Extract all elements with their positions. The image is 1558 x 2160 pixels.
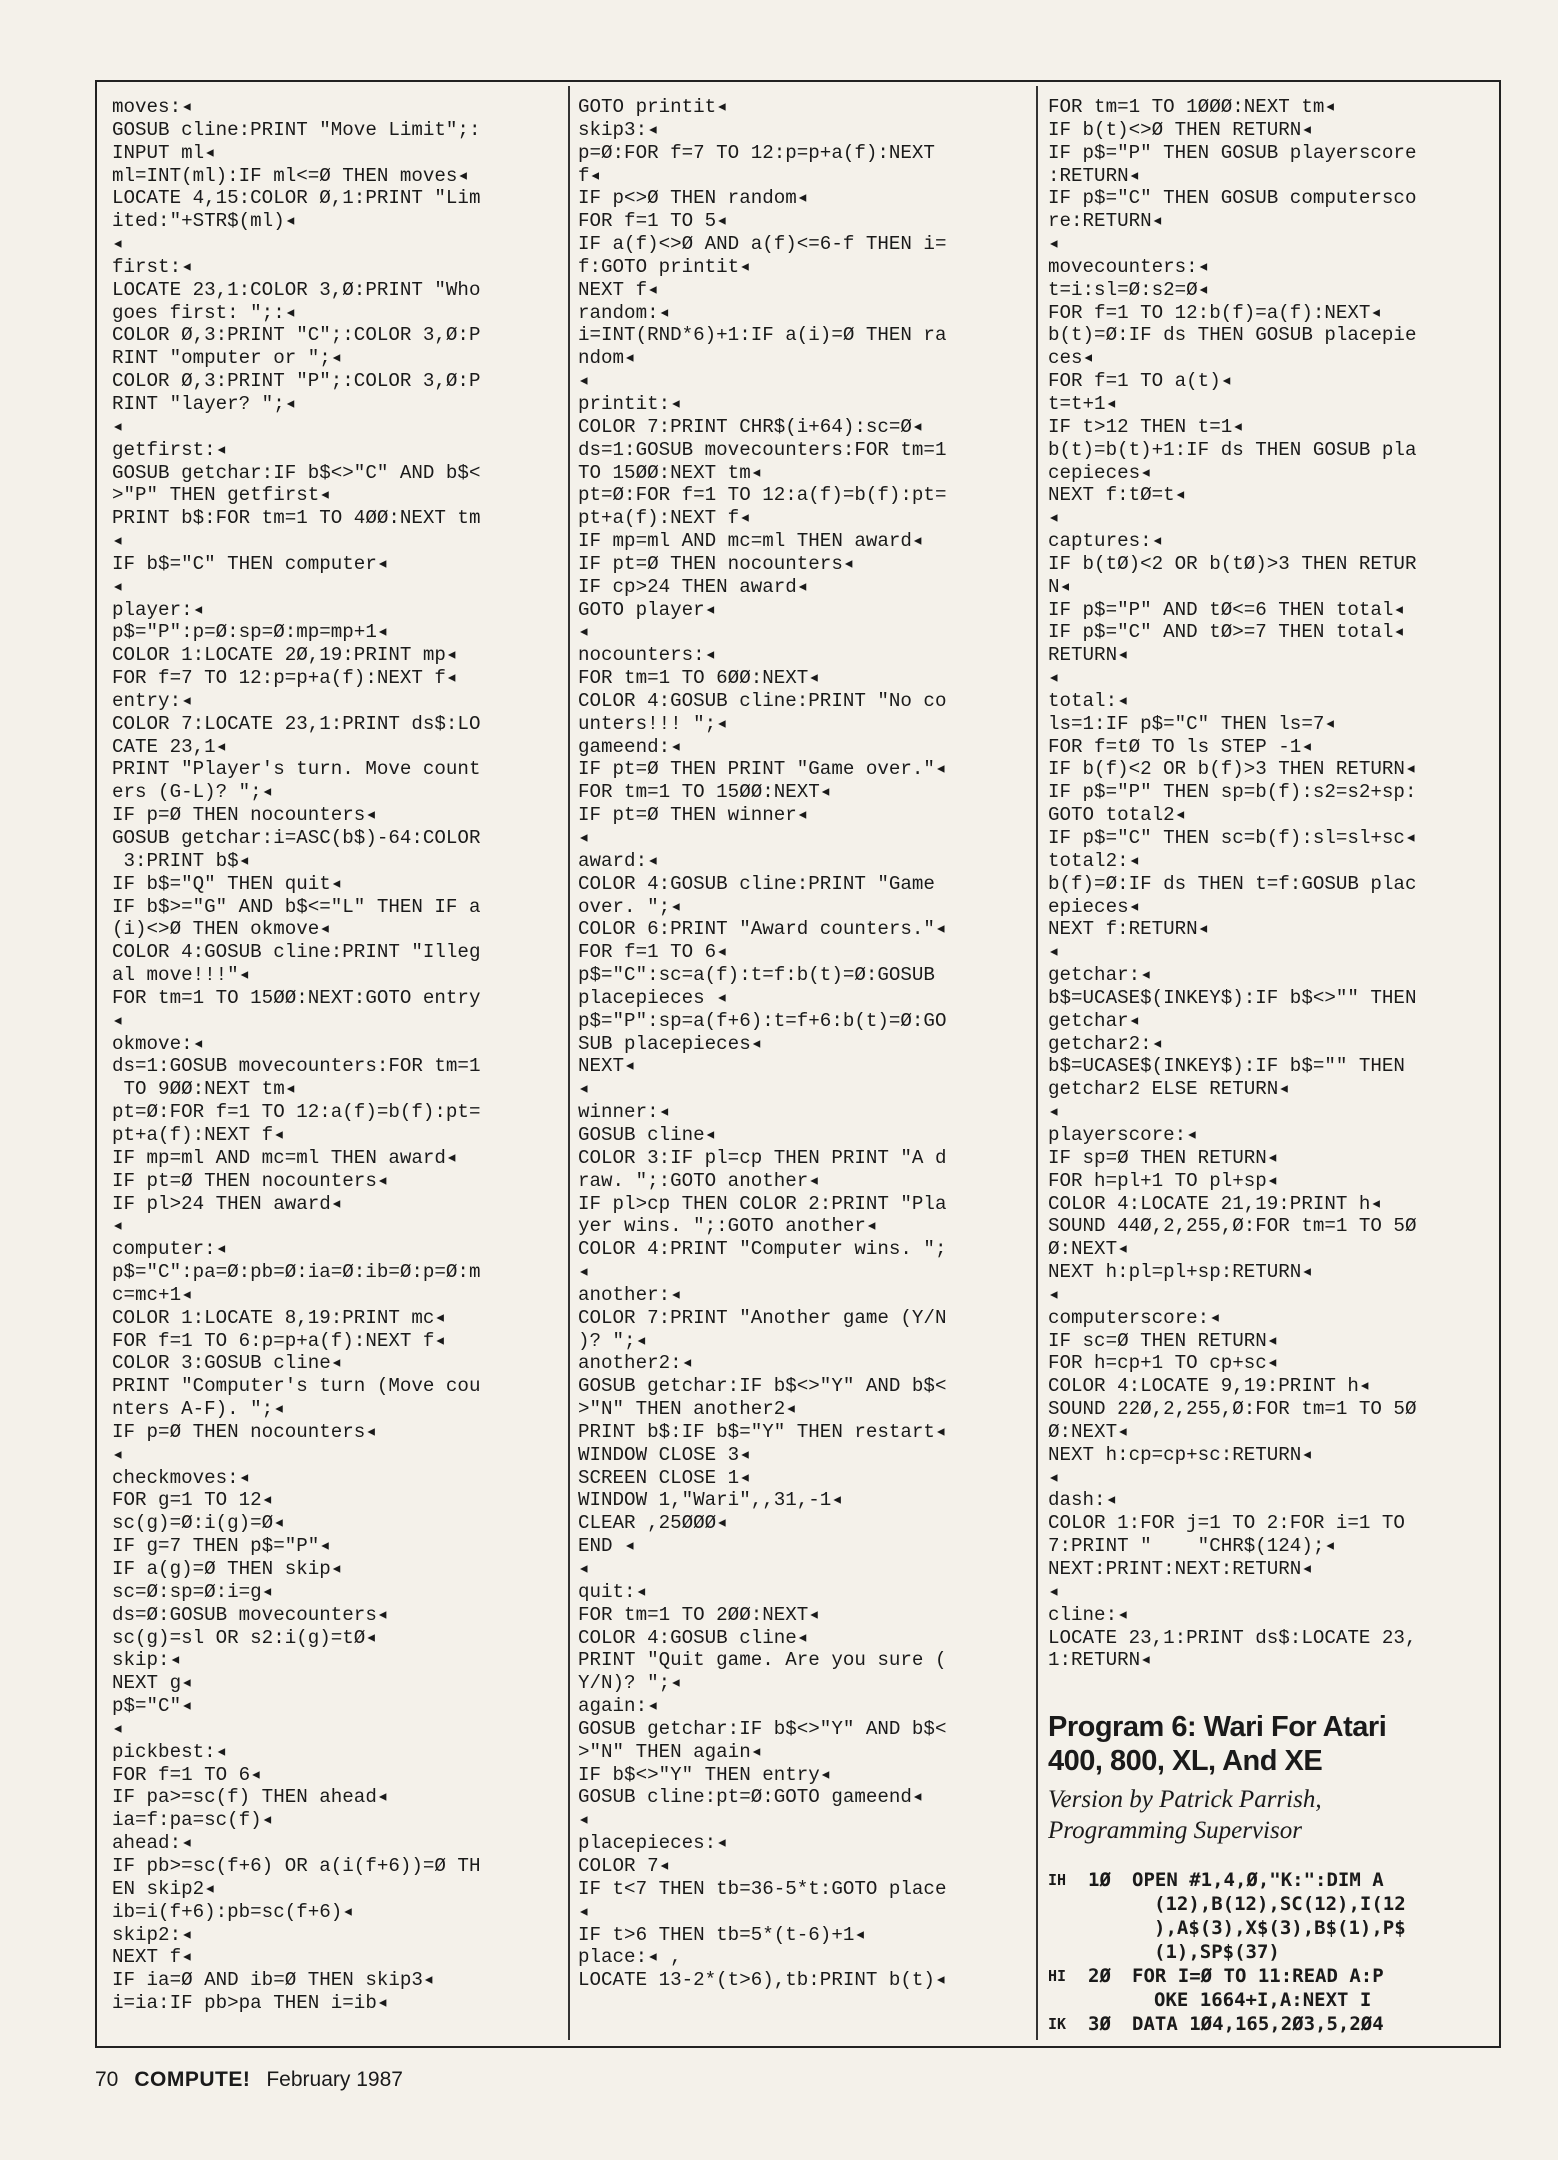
code-line: ◂ — [1048, 1283, 1060, 1306]
code-line: GOTO player◂ — [578, 598, 717, 621]
code-line: moves:◂ — [112, 96, 193, 118]
code-line: NEXT:PRINT:NEXT:RETURN◂ — [1048, 1558, 1313, 1580]
code-line: FOR f=1 TO 6◂ — [578, 941, 728, 964]
atari-code-line — [1048, 1964, 1490, 1988]
code-line: IF pl>cp THEN COLOR 2:PRINT "Pla — [578, 1192, 947, 1215]
code-line: SCREEN CLOSE 1◂ — [578, 1466, 751, 1489]
code-line: N◂ — [1048, 575, 1072, 598]
code-line: t=t+1◂ — [1048, 392, 1118, 415]
code-line: getchar◂ — [1048, 1009, 1141, 1032]
code-line: checkmoves:◂ — [112, 1466, 251, 1489]
code-line: another2:◂ — [578, 1352, 694, 1375]
code-line: IF b$<>"Y" THEN entry◂ — [578, 1763, 832, 1786]
line-number — [1088, 1916, 1132, 1940]
program-6-title-line-2: 400, 800, XL, And XE — [1048, 1745, 1323, 1778]
line-number — [1088, 1940, 1132, 1964]
code-line: ◂ — [112, 530, 124, 553]
code-line: >"N" THEN again◂ — [578, 1740, 763, 1763]
code-line: place:◂ , — [578, 1946, 682, 1969]
code-line: ◂ — [578, 1900, 590, 1923]
code-line: IF p$="P" AND tØ<=6 THEN total◂ — [1048, 598, 1405, 621]
line-number — [1088, 1892, 1132, 1916]
code-line: award:◂ — [578, 849, 659, 872]
code-line: ml=INT(ml):IF ml<=Ø THEN moves◂ — [112, 164, 469, 187]
code-line: IF p$="C" AND tØ>=7 THEN total◂ — [1048, 621, 1405, 644]
code-line: IF t>6 THEN tb=5*(t-6)+1◂ — [578, 1923, 866, 1946]
code-line: FOR f=1 TO 6:p=p+a(f):NEXT f◂ — [112, 1329, 446, 1352]
code-line: goes first: ";:◂ — [112, 301, 297, 324]
code-line: PRINT b$:FOR tm=1 TO 4ØØ:NEXT tm — [112, 507, 481, 530]
code-line: COLOR 4:GOSUB cline:PRINT "Game — [578, 872, 935, 895]
code-line: f◂ — [578, 164, 602, 187]
code-line: ia=f:pa=sc(f)◂ — [112, 1809, 274, 1832]
code-line: pt+a(f):NEXT f◂ — [112, 1123, 285, 1146]
code-line: RINT "layer? ";◂ — [112, 392, 297, 415]
atari-code-line — [1048, 1940, 1490, 1964]
listing-column-2 — [578, 96, 1024, 1992]
code-line: movecounters:◂ — [1048, 255, 1210, 278]
code-line: unters!!! ";◂ — [578, 712, 728, 735]
code-line: GOSUB cline◂ — [578, 1123, 717, 1146]
code-line: EN skip2◂ — [112, 1877, 216, 1900]
code-line: IF pa>=sc(f) THEN ahead◂ — [112, 1786, 389, 1809]
checksum-label: IK — [1048, 2015, 1067, 2034]
code-line: cline:◂ — [1048, 1603, 1129, 1626]
code-line: COLOR 4:GOSUB cline◂ — [578, 1626, 809, 1649]
code-line: dash:◂ — [1048, 1489, 1118, 1512]
code-line: GOSUB getchar:IF b$<>"Y" AND b$< — [578, 1375, 947, 1398]
code-line: c=mc+1◂ — [112, 1283, 193, 1306]
code-line: IF pt=Ø THEN nocounters◂ — [578, 552, 855, 575]
code-line: COLOR 7:LOCATE 23,1:PRINT ds$:LO — [112, 712, 481, 735]
code-line: RINT "omputer or ";◂ — [112, 347, 343, 370]
code-line: TO 9ØØ:NEXT tm◂ — [112, 1078, 297, 1101]
code-line: ◂ — [112, 1215, 124, 1238]
code-line: COLOR 4:LOCATE 21,19:PRINT h◂ — [1048, 1192, 1382, 1215]
atari-code-line — [1048, 1988, 1490, 2012]
code-line: ◂ — [578, 1809, 590, 1832]
checksum-label — [1048, 1916, 1088, 1940]
code-line: >"N" THEN another2◂ — [578, 1398, 797, 1421]
line-number: 1Ø — [1088, 1869, 1111, 1892]
code-line: COLOR 1:LOCATE 2Ø,19:PRINT mp◂ — [112, 644, 458, 667]
code-line: IF p=Ø THEN nocounters◂ — [112, 804, 377, 827]
code-line: IF mp=ml AND mc=ml THEN award◂ — [112, 1146, 458, 1169]
code-line: ◂ — [1048, 507, 1060, 530]
code-line: FOR f=1 TO 6◂ — [112, 1763, 262, 1786]
code-line: FOR f=7 TO 12:p=p+a(f):NEXT f◂ — [112, 667, 458, 690]
code-line: FOR tm=1 TO 15ØØ:NEXT◂ — [578, 781, 832, 804]
checksum-label: HI — [1048, 1967, 1067, 1986]
code-line: okmove:◂ — [112, 1032, 205, 1055]
code-line: GOSUB getchar:i=ASC(b$)-64:COLOR — [112, 827, 481, 849]
code-line: IF p$="C" THEN GOSUB computersco — [1048, 187, 1417, 210]
code-line: COLOR 3:IF pl=cp THEN PRINT "A d — [578, 1146, 947, 1169]
code-line: IF t<7 THEN tb=36-5*t:GOTO place — [578, 1877, 947, 1900]
code-line: COLOR 4:GOSUB cline:PRINT "No co — [578, 689, 947, 712]
code-line: LOCATE 13-2*(t>6),tb:PRINT b(t)◂ — [578, 1969, 947, 1992]
code-line: computer:◂ — [112, 1238, 228, 1261]
code-line: (i)<>Ø THEN okmove◂ — [112, 918, 331, 941]
page-number: 70 — [95, 2068, 119, 2091]
code-line: entry:◂ — [112, 689, 193, 712]
code-line: END ◂ — [578, 1535, 636, 1558]
code-line: NEXT h:pl=pl+sp:RETURN◂ — [1048, 1261, 1313, 1284]
code-line: ls=1:IF p$="C" THEN ls=7◂ — [1048, 712, 1336, 735]
code-line: pt=Ø:FOR f=1 TO 12:a(f)=b(f):pt= — [578, 484, 947, 507]
code-line: ◂ — [1048, 233, 1060, 256]
code-line: )? ";◂ — [578, 1329, 648, 1352]
code-line: FOR f=tØ TO ls STEP -1◂ — [1048, 735, 1313, 758]
code-line: WINDOW 1,"Wari",,31,-1◂ — [578, 1489, 843, 1512]
code-line: b(f)=Ø:IF ds THEN t=f:GOSUB plac — [1048, 872, 1417, 895]
code-line: IF a(g)=Ø THEN skip◂ — [112, 1558, 343, 1580]
code-line: :RETURN◂ — [1048, 164, 1141, 187]
code-text: ),A$(3),X$(3),B$(1),P$ — [1154, 1917, 1406, 1940]
code-line: b$=UCASE$(INKEY$):IF b$<>"" THEN — [1048, 986, 1417, 1009]
code-line: IF b$>="G" AND b$<="L" THEN IF a — [112, 895, 481, 918]
code-line: al move!!!"◂ — [112, 964, 251, 987]
code-line: COLOR 7◂ — [578, 1854, 671, 1877]
code-line: ◂ — [112, 233, 124, 256]
code-line: ndom◂ — [578, 347, 636, 370]
code-line: COLOR 3:GOSUB cline◂ — [112, 1352, 343, 1375]
code-line: ◂ — [112, 1717, 124, 1740]
code-line: Ø:NEXT◂ — [1048, 1420, 1129, 1443]
code-text: DATA 1Ø4,165,2Ø3,5,2Ø4 — [1132, 2013, 1384, 2036]
code-line: GOSUB cline:PRINT "Move Limit";: — [112, 118, 481, 141]
code-line: placepieces ◂ — [578, 986, 728, 1009]
code-line: p$="P":p=Ø:sp=Ø:mp=mp+1◂ — [112, 621, 389, 644]
code-line: GOTO printit◂ — [578, 96, 728, 118]
code-line: ◂ — [112, 1009, 124, 1032]
code-line: GOSUB cline:pt=Ø:GOTO gameend◂ — [578, 1786, 924, 1809]
code-line: ahead:◂ — [112, 1832, 193, 1855]
page-footer — [95, 2068, 403, 2092]
code-line: Ø:NEXT◂ — [1048, 1238, 1129, 1261]
code-line: PRINT b$:IF b$="Y" THEN restart◂ — [578, 1420, 947, 1443]
code-line: pickbest:◂ — [112, 1740, 228, 1763]
code-line: IF b$="C" THEN computer◂ — [112, 552, 389, 575]
code-line: COLOR 1:LOCATE 8,19:PRINT mc◂ — [112, 1306, 446, 1329]
code-line: IF a(f)<>Ø AND a(f)<=6-f THEN i= — [578, 233, 947, 256]
code-line: LOCATE 23,1:COLOR 3,Ø:PRINT "Who — [112, 278, 481, 301]
code-line: getchar2:◂ — [1048, 1032, 1164, 1055]
code-line: NEXT f◂ — [112, 1946, 193, 1969]
code-line: p$="C"◂ — [112, 1695, 193, 1718]
code-line: IF b(f)<2 OR b(f)>3 THEN RETURN◂ — [1048, 758, 1417, 781]
code-line: ◂ — [1048, 667, 1060, 690]
code-line: pt=Ø:FOR f=1 TO 12:a(f)=b(f):pt= — [112, 1101, 481, 1124]
atari-listing — [1048, 1868, 1490, 2036]
code-line: sc(g)=sl OR s2:i(g)=tØ◂ — [112, 1626, 377, 1649]
code-text: OKE 1664+I,A:NEXT I — [1154, 1989, 1372, 2012]
code-line: total:◂ — [1048, 689, 1129, 712]
code-line: re:RETURN◂ — [1048, 210, 1164, 233]
code-text: (1),SP$(37) — [1154, 1941, 1280, 1964]
line-number: 2Ø — [1088, 1965, 1111, 1988]
code-line: LOCATE 23,1:PRINT ds$:LOCATE 23, — [1048, 1626, 1417, 1649]
listing-column-1 — [112, 96, 560, 2015]
code-line: COLOR Ø,3:PRINT "P";:COLOR 3,Ø:P — [112, 370, 481, 393]
program-6-title — [1048, 1710, 1490, 1778]
code-line: sc=Ø:sp=Ø:i=g◂ — [112, 1580, 274, 1603]
code-line: COLOR 7:PRINT "Another game (Y/N — [578, 1306, 947, 1329]
code-line: IF p<>Ø THEN random◂ — [578, 187, 809, 210]
code-line: WINDOW CLOSE 3◂ — [578, 1443, 751, 1466]
column-divider-1 — [568, 86, 570, 2040]
program-6-byline — [1048, 1784, 1490, 1846]
code-line: IF mp=ml AND mc=ml THEN award◂ — [578, 530, 924, 553]
code-line: SUB placepieces◂ — [578, 1032, 763, 1055]
code-line: IF pt=Ø THEN PRINT "Game over."◂ — [578, 758, 947, 781]
code-line: IF pb>=sc(f+6) OR a(i(f+6))=Ø TH — [112, 1854, 481, 1877]
code-line: IF p$="P" THEN GOSUB playerscore — [1048, 141, 1417, 164]
code-line: IF b(t)<>Ø THEN RETURN◂ — [1048, 118, 1313, 141]
code-line: pt+a(f):NEXT f◂ — [578, 507, 751, 530]
code-line: ◂ — [112, 575, 124, 598]
code-line: IF b$="Q" THEN quit◂ — [112, 872, 343, 895]
code-line: nocounters:◂ — [578, 644, 717, 667]
code-line: ds=1:GOSUB movecounters:FOR tm=1 — [578, 438, 947, 461]
code-line: GOTO total2◂ — [1048, 804, 1187, 827]
code-line: COLOR 4:PRINT "Computer wins. "; — [578, 1238, 947, 1261]
code-line: IF p$="P" THEN sp=b(f):s2=s2+sp: — [1048, 781, 1417, 804]
code-line: b(t)=b(t)+1:IF ds THEN GOSUB pla — [1048, 438, 1417, 461]
atari-code-line — [1048, 1868, 1490, 1892]
code-line: first:◂ — [112, 255, 193, 278]
code-line: another:◂ — [578, 1283, 682, 1306]
checksum-label — [1048, 1940, 1088, 1964]
code-line: t=i:sl=Ø:s2=Ø◂ — [1048, 278, 1210, 301]
code-line: b(t)=Ø:IF ds THEN GOSUB placepie — [1048, 324, 1417, 347]
code-line: p$="C":sc=a(f):t=f:b(t)=Ø:GOSUB — [578, 964, 935, 987]
checksum-label: IH — [1048, 1871, 1067, 1890]
code-line: IF pt=Ø THEN nocounters◂ — [112, 1169, 389, 1192]
code-line: f:GOTO printit◂ — [578, 255, 751, 278]
code-line: ◂ — [578, 370, 590, 393]
code-line: over. ";◂ — [578, 895, 682, 918]
code-line: raw. ";:GOTO another◂ — [578, 1169, 820, 1192]
atari-code-line — [1048, 2012, 1490, 2036]
code-line: COLOR 6:PRINT "Award counters."◂ — [578, 918, 947, 941]
column-divider-2 — [1036, 86, 1038, 2040]
code-line: ◂ — [578, 1261, 590, 1284]
code-line: COLOR 1:FOR j=1 TO 2:FOR i=1 TO — [1048, 1512, 1405, 1535]
code-line: gameend:◂ — [578, 735, 682, 758]
code-line: >"P" THEN getfirst◂ — [112, 484, 331, 507]
listing-column-3 — [1048, 96, 1490, 2036]
code-line: ◂ — [1048, 1101, 1060, 1124]
code-line: ds=Ø:GOSUB movecounters◂ — [112, 1603, 389, 1626]
code-line: ib=i(f+6):pb=sc(f+6)◂ — [112, 1900, 354, 1923]
code-line: skip2:◂ — [112, 1923, 193, 1946]
code-line: INPUT ml◂ — [112, 141, 216, 164]
code-line: cepieces◂ — [1048, 461, 1152, 484]
code-line: ◂ — [112, 415, 124, 438]
checksum-label — [1048, 1892, 1088, 1916]
code-line: ers (G-L)? ";◂ — [112, 781, 274, 804]
code-line: NEXT f:tØ=t◂ — [1048, 484, 1187, 507]
code-line: FOR f=1 TO a(t)◂ — [1048, 370, 1233, 393]
code-line: SOUND 22Ø,2,255,Ø:FOR tm=1 TO 5Ø — [1048, 1398, 1417, 1421]
code-line: LOCATE 4,15:COLOR Ø,1:PRINT "Lim — [112, 187, 481, 210]
line-number — [1088, 1988, 1132, 2012]
code-line: IF g=7 THEN p$="P"◂ — [112, 1535, 331, 1558]
code-line: CLEAR ,25ØØØ◂ — [578, 1512, 728, 1535]
code-line: FOR tm=1 TO 6ØØ:NEXT◂ — [578, 667, 820, 690]
code-line: sc(g)=Ø:i(g)=Ø◂ — [112, 1512, 285, 1535]
code-line: yer wins. ";:GOTO another◂ — [578, 1215, 878, 1238]
issue-date: February 1987 — [266, 2068, 403, 2091]
code-line: ◂ — [578, 621, 590, 644]
code-line: i=ia:IF pb>pa THEN i=ib◂ — [112, 1992, 389, 2015]
code-line: NEXT f:RETURN◂ — [1048, 918, 1210, 941]
code-line: FOR tm=1 TO 1ØØØ:NEXT tm◂ — [1048, 96, 1336, 118]
code-line: getfirst:◂ — [112, 438, 228, 461]
code-line: ◂ — [1048, 941, 1060, 964]
code-line: CATE 23,1◂ — [112, 735, 228, 758]
code-line: COLOR 4:GOSUB cline:PRINT "Illeg — [112, 941, 481, 964]
code-line: IF b(tØ)<2 OR b(tØ)>3 THEN RETUR — [1048, 552, 1417, 575]
code-line: printit:◂ — [578, 392, 682, 415]
code-line: NEXT f◂ — [578, 278, 659, 301]
code-line: FOR h=pl+1 TO pl+sp◂ — [1048, 1169, 1279, 1192]
code-line: IF t>12 THEN t=1◂ — [1048, 415, 1244, 438]
code-line: playerscore:◂ — [1048, 1123, 1198, 1146]
code-line: FOR h=cp+1 TO cp+sc◂ — [1048, 1352, 1279, 1375]
code-line: COLOR 7:PRINT CHR$(i+64):sc=Ø◂ — [578, 415, 924, 438]
code-line: player:◂ — [112, 598, 205, 621]
code-line: p$="P":sp=a(f+6):t=f+6:b(t)=Ø:GO — [578, 1009, 947, 1032]
code-line: ◂ — [578, 1078, 590, 1101]
code-line: IF pl>24 THEN award◂ — [112, 1192, 343, 1215]
code-line: p=Ø:FOR f=7 TO 12:p=p+a(f):NEXT — [578, 141, 935, 164]
code-text: FOR I=Ø TO 11:READ A:P — [1132, 1965, 1384, 1988]
code-line: b$=UCASE$(INKEY$):IF b$="" THEN — [1048, 1055, 1405, 1078]
magazine-name: COMPUTE! — [134, 2068, 251, 2091]
code-line: IF ia=Ø AND ib=Ø THEN skip3◂ — [112, 1969, 435, 1992]
code-line: PRINT "Quit game. Are you sure ( — [578, 1649, 947, 1672]
code-line: IF pt=Ø THEN winner◂ — [578, 804, 809, 827]
code-line: NEXT h:cp=cp+sc:RETURN◂ — [1048, 1443, 1313, 1466]
atari-code-line — [1048, 1916, 1490, 1940]
code-line: ◂ — [1048, 1466, 1060, 1489]
code-line: FOR f=1 TO 5◂ — [578, 210, 728, 233]
code-line: NEXT◂ — [578, 1055, 636, 1078]
code-line: FOR tm=1 TO 15ØØ:NEXT:GOTO entry — [112, 986, 481, 1009]
code-line: FOR f=1 TO 12:b(f)=a(f):NEXT◂ — [1048, 301, 1382, 324]
code-line: GOSUB getchar:IF b$<>"Y" AND b$< — [578, 1717, 947, 1740]
code-line: COLOR Ø,3:PRINT "C";:COLOR 3,Ø:P — [112, 324, 481, 347]
code-line: skip:◂ — [112, 1649, 182, 1672]
code-line: winner:◂ — [578, 1101, 671, 1124]
code-line: PRINT "Computer's turn (Move cou — [112, 1375, 481, 1398]
code-line: ◂ — [578, 827, 590, 849]
code-line: ces◂ — [1048, 347, 1095, 370]
program-6-title-line-1: Program 6: Wari For Atari — [1048, 1711, 1387, 1744]
code-line: p$="C":pa=Ø:pb=Ø:ia=Ø:ib=Ø:p=Ø:m — [112, 1261, 481, 1284]
code-line: IF p$="C" THEN sc=b(f):sl=sl+sc◂ — [1048, 827, 1417, 849]
code-line: 3:PRINT b$◂ — [112, 849, 251, 872]
code-line: placepieces:◂ — [578, 1832, 728, 1855]
code-line: RETURN◂ — [1048, 644, 1129, 667]
code-line: computerscore:◂ — [1048, 1306, 1221, 1329]
code-line: IF sc=Ø THEN RETURN◂ — [1048, 1329, 1279, 1352]
code-text: (12),B(12),SC(12),I(12 — [1154, 1893, 1406, 1916]
line-number: 3Ø — [1088, 2013, 1111, 2036]
code-line: skip3:◂ — [578, 118, 659, 141]
code-line: getchar:◂ — [1048, 964, 1152, 987]
code-line: ds=1:GOSUB movecounters:FOR tm=1 — [112, 1055, 481, 1078]
code-line: COLOR 4:LOCATE 9,19:PRINT h◂ — [1048, 1375, 1371, 1398]
code-text: OPEN #1,4,Ø,"K:":DIM A — [1132, 1869, 1384, 1892]
code-line: IF sp=Ø THEN RETURN◂ — [1048, 1146, 1279, 1169]
code-line: epieces◂ — [1048, 895, 1141, 918]
listing-column-3-code — [1048, 96, 1490, 1672]
code-line: total2:◂ — [1048, 849, 1141, 872]
code-line: IF p=Ø THEN nocounters◂ — [112, 1420, 377, 1443]
code-line: random:◂ — [578, 301, 671, 324]
code-line: FOR g=1 TO 12◂ — [112, 1489, 274, 1512]
code-line: ◂ — [112, 1443, 124, 1466]
code-line: GOSUB getchar:IF b$<>"C" AND b$< — [112, 461, 481, 484]
byline-line-2: Programming Supervisor — [1048, 1817, 1302, 1845]
code-line: 7:PRINT " "CHR$(124);◂ — [1048, 1535, 1336, 1558]
code-line: i=INT(RND*6)+1:IF a(i)=Ø THEN ra — [578, 324, 947, 347]
code-line: SOUND 44Ø,2,255,Ø:FOR tm=1 TO 5Ø — [1048, 1215, 1417, 1238]
code-line: captures:◂ — [1048, 530, 1164, 553]
code-line: ◂ — [578, 1558, 590, 1580]
code-line: again:◂ — [578, 1695, 659, 1718]
code-line: TO 15ØØ:NEXT tm◂ — [578, 461, 763, 484]
code-line: PRINT "Player's turn. Move count — [112, 758, 481, 781]
atari-code-line — [1048, 1892, 1490, 1916]
code-line: nters A-F). ";◂ — [112, 1398, 285, 1421]
checksum-label — [1048, 1988, 1088, 2012]
code-line: getchar2 ELSE RETURN◂ — [1048, 1078, 1290, 1101]
byline-line-1: Version by Patrick Parrish, — [1048, 1786, 1322, 1814]
code-line: IF cp>24 THEN award◂ — [578, 575, 809, 598]
code-line: NEXT g◂ — [112, 1672, 193, 1695]
code-line: Y/N)? ";◂ — [578, 1672, 682, 1695]
code-line: 1:RETURN◂ — [1048, 1649, 1152, 1672]
code-line: ited:"+STR$(ml)◂ — [112, 210, 297, 233]
code-line: FOR tm=1 TO 2ØØ:NEXT◂ — [578, 1603, 820, 1626]
code-line: ◂ — [1048, 1580, 1060, 1603]
code-line: quit:◂ — [578, 1580, 648, 1603]
